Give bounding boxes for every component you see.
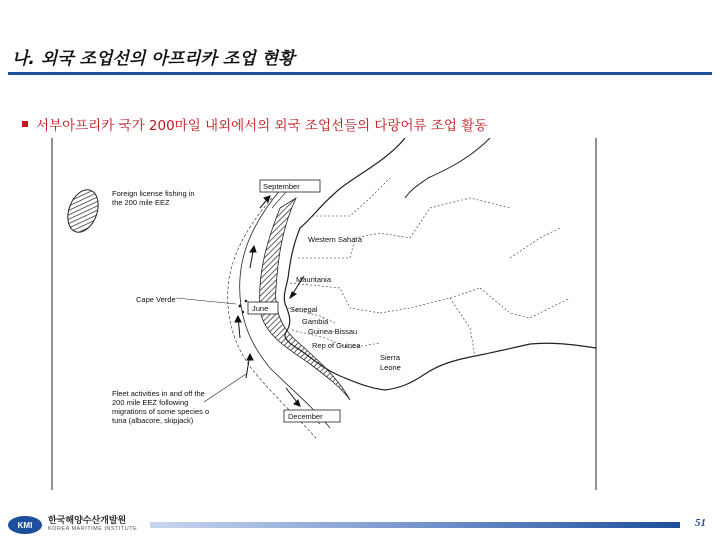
- label-june: June: [252, 304, 269, 313]
- label-foreign-license-1: Foreign license fishing in: [112, 189, 195, 198]
- label-rep-of-guinea: Rep of Guinea: [312, 341, 361, 350]
- label-senegal: Senegal: [290, 305, 318, 314]
- fishing-zone-hatched: [260, 198, 350, 400]
- institute-name-kr: 한국해양수산개발원: [48, 516, 127, 527]
- bullet-text: 서부아프리카 국가 200마일 내외에서의 외국 조업선들의 다랑어류 조업 활동: [36, 118, 488, 134]
- label-fleet-2: 200 mile EEZ following: [112, 398, 189, 407]
- africa-coastline: [284, 138, 596, 390]
- offshore-fishing-patch: [62, 186, 103, 237]
- kmi-logo: [8, 516, 137, 534]
- label-foreign-license-2: the 200 mile EEZ: [112, 198, 170, 207]
- institute-name-en: KOREA MARITIME INSTITUTE: [48, 525, 138, 532]
- page-number: 51: [695, 517, 706, 529]
- map-svg: [50, 138, 598, 490]
- square-bullet-icon: [22, 121, 28, 127]
- label-gambia: Gambia: [302, 317, 329, 326]
- kmi-badge-icon: KMI: [8, 516, 42, 534]
- label-september: September: [263, 182, 300, 191]
- page-title: 나. 외국 조업선의 아프리카 조업 현황: [12, 49, 295, 69]
- bullet-item: [22, 114, 487, 134]
- label-western-sahara: Western Sahara: [308, 235, 363, 244]
- west-africa-map: [50, 138, 598, 490]
- mediterranean-coast: [405, 138, 490, 198]
- label-december: December: [288, 412, 323, 421]
- label-leone: Leone: [380, 363, 401, 372]
- footer-gradient-bar: [150, 522, 680, 528]
- title-divider: [8, 72, 712, 75]
- label-cape-verde: Cape Verde: [136, 295, 176, 304]
- label-guinea-bissau: Guinea-Bissau: [308, 327, 358, 336]
- label-fleet-1: Fleet activities in and off the: [112, 389, 205, 398]
- label-sierra: Sierra: [380, 353, 401, 362]
- label-fleet-3: migrations of some species o: [112, 407, 210, 416]
- label-mauritania: Mauritania: [296, 275, 332, 284]
- label-fleet-4: tuna (albacore, skipjack): [112, 416, 194, 425]
